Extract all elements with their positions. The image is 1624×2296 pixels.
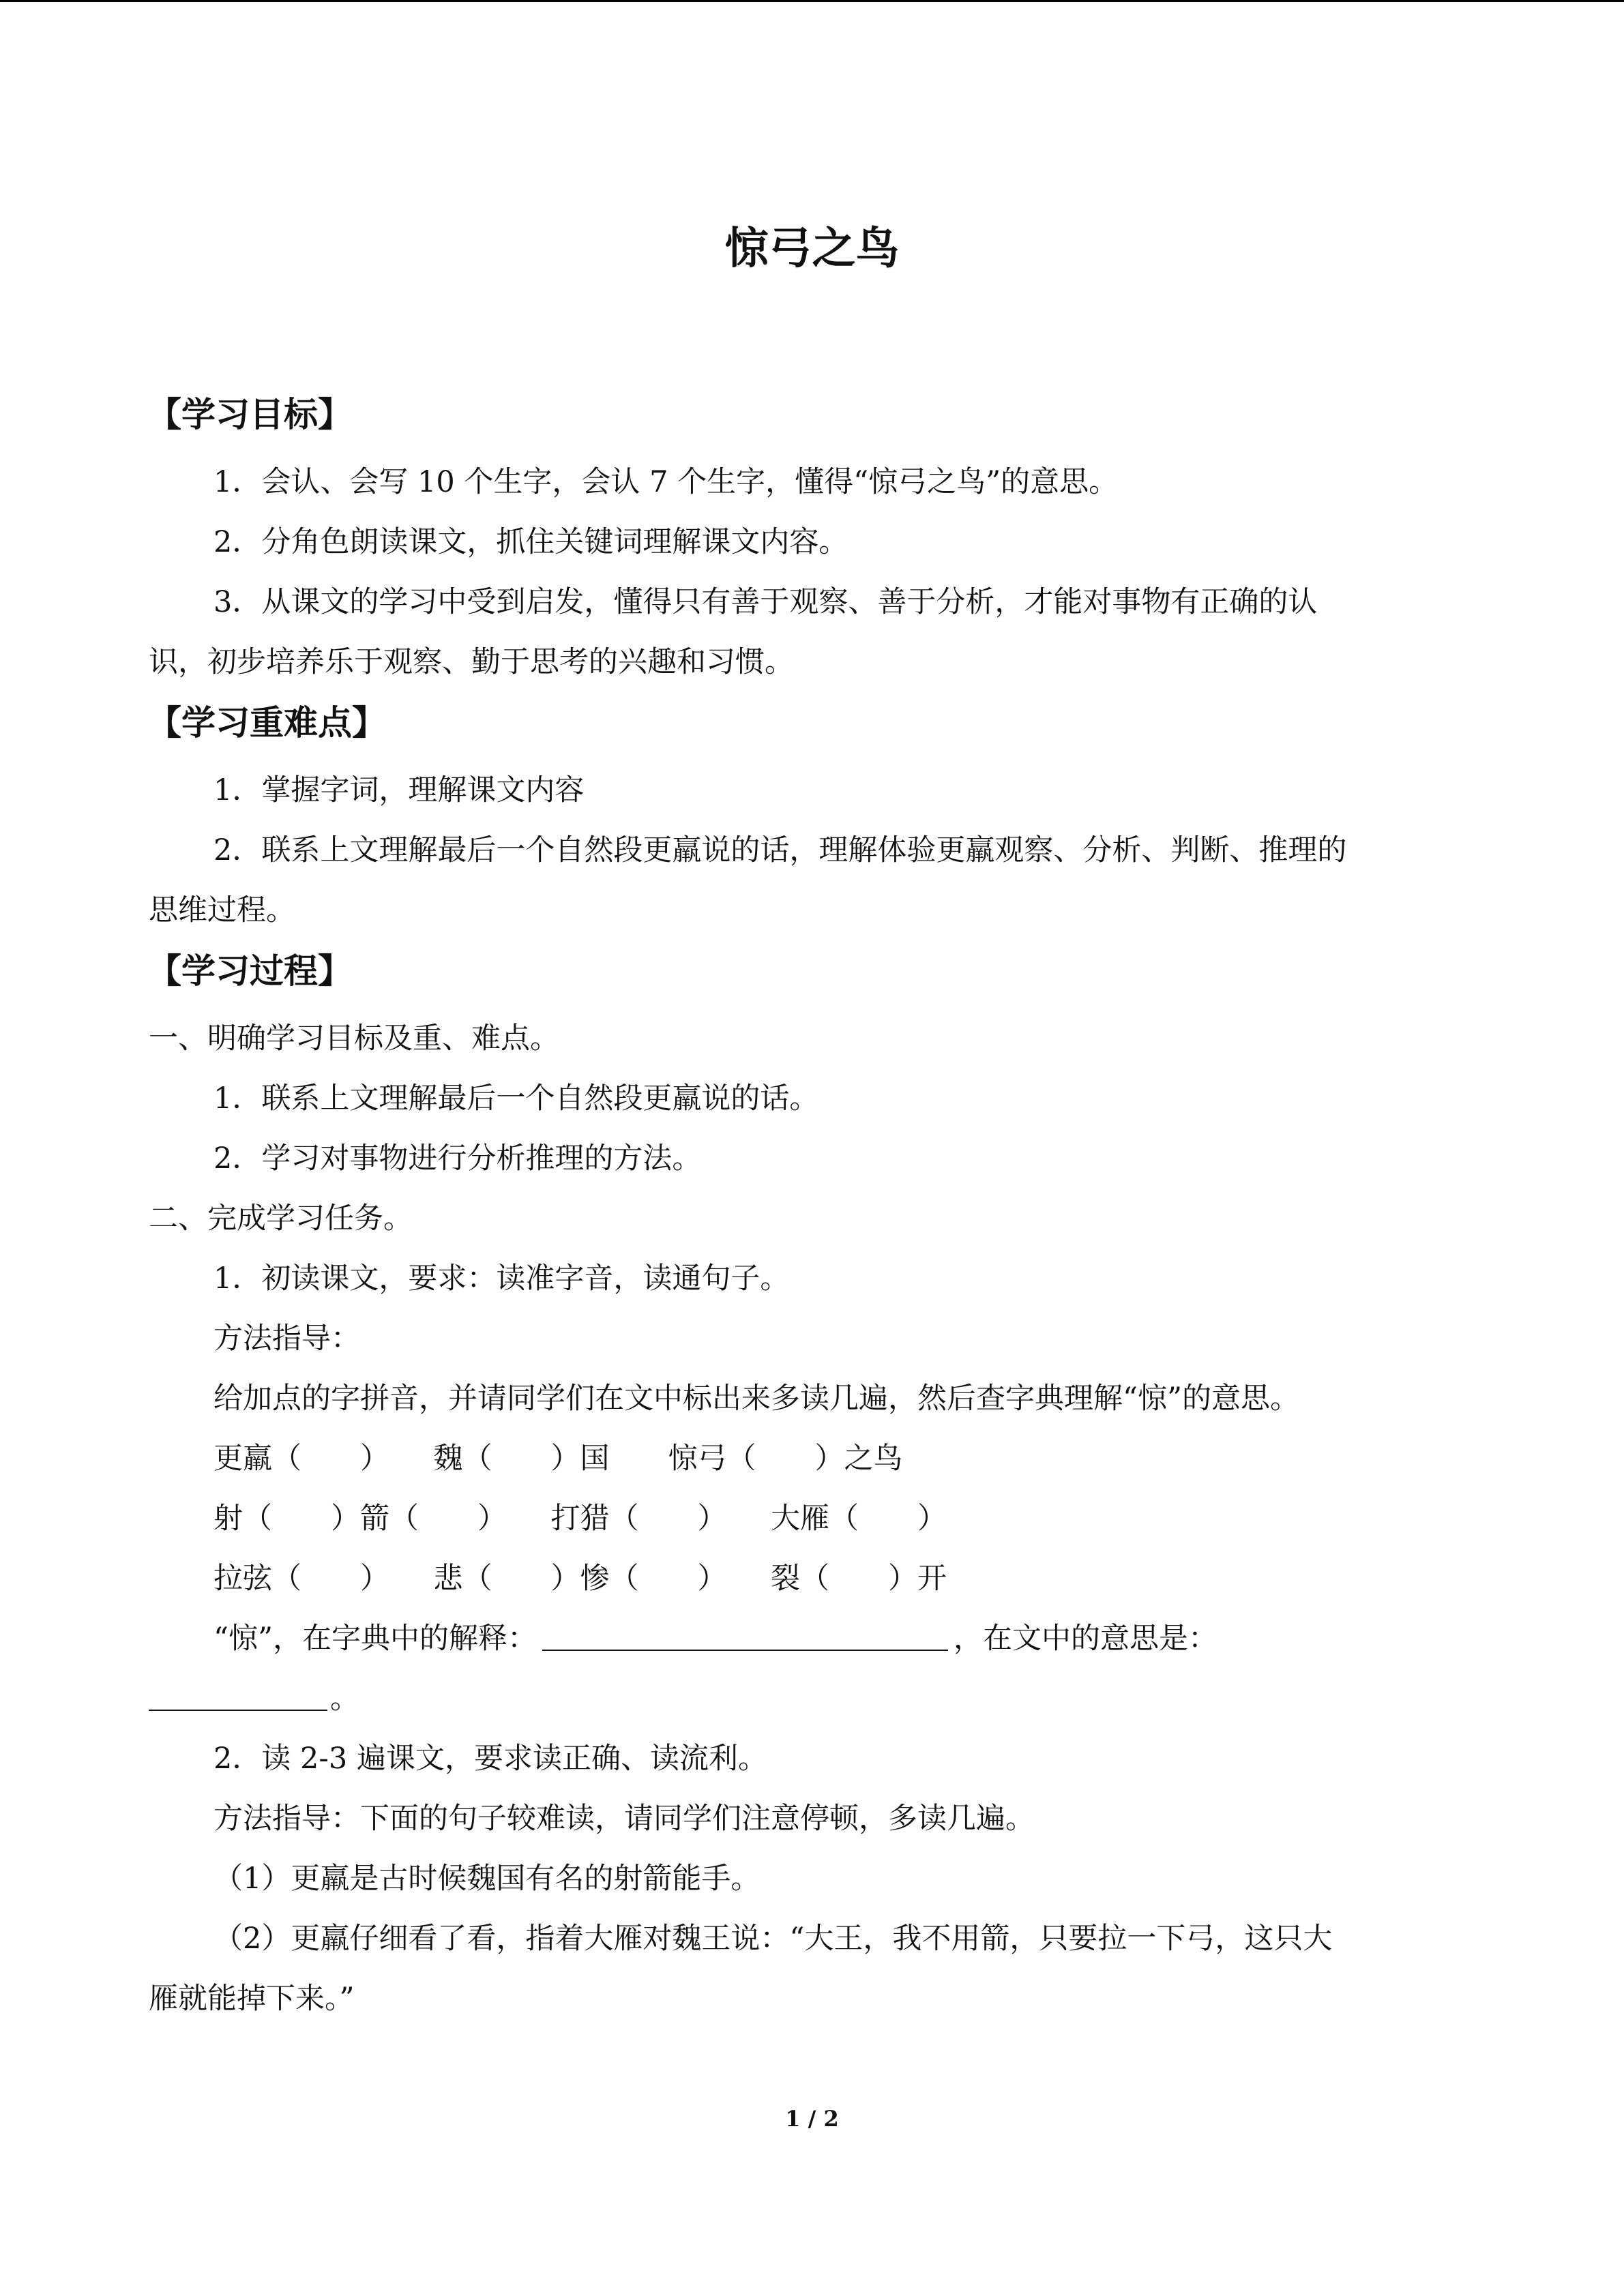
goal-item-3: 3．从课文的学习中受到启发，懂得只有善于观察、善于分析，才能对事物有正确的认 xyxy=(213,585,1318,619)
key-point-2-continued: 思维过程。 xyxy=(149,893,295,927)
document-body xyxy=(149,384,1475,2029)
dictionary-definition-blank[interactable] xyxy=(542,1615,948,1651)
section-heading-goals: 【学习目标】 xyxy=(147,395,352,434)
method-1-text: 给加点的字拼音，并请同学们在文中标出来多读几遍，然后查字典理解“惊”的意思。 xyxy=(213,1382,1299,1416)
goal-item-2: 2．分角色朗读课文，抓住关键词理解课文内容。 xyxy=(213,525,848,559)
goal-item-1: 1．会认、会写 10 个生字，会认 7 个生字，懂得“惊弓之鸟”的意思。 xyxy=(213,465,1119,499)
method-label: 方法指导： xyxy=(213,1322,360,1356)
pinyin-row-3-text: 拉弦（ ） 悲（ ）惨（ ） 裂（ ）开 xyxy=(213,1562,947,1596)
goal-item-3-continued: 识，初步培养乐于观察、勤于思考的兴趣和习惯。 xyxy=(149,645,794,679)
pinyin-row-1 xyxy=(149,1429,1475,1489)
jing-meaning-end: 。 xyxy=(330,1682,359,1716)
page-title: 惊弓之鸟 xyxy=(724,224,900,274)
sentence-1: （1）更羸是古时候魏国有名的射箭能手。 xyxy=(213,1862,761,1896)
key-point-2: 2．联系上文理解最后一个自然段更羸说的话，理解体验更羸观察、分析、判断、推理的 xyxy=(213,833,1347,867)
jing-definition-line xyxy=(149,1609,1475,1669)
task-1: 1．初读课文，要求：读准字音，读通句子。 xyxy=(213,1262,790,1296)
process-part-2: 二、完成学习任务。 xyxy=(149,1202,413,1236)
page-number: 1 / 2 xyxy=(785,2106,839,2132)
task-2: 2．读 2-3 遍课文，要求读正确、读流利。 xyxy=(213,1742,767,1776)
method-2-text: 方法指导：下面的句子较难读，请同学们注意停顿，多读几遍。 xyxy=(213,1802,1035,1836)
pinyin-row-3 xyxy=(149,1549,1475,1609)
jing-meaning-line xyxy=(149,1669,1475,1729)
jing-definition-middle: ，在文中的意思是： xyxy=(953,1622,1217,1656)
sentence-2: （2）更羸仔细看了看，指着大雁对魏王说：“大王，我不用箭，只要拉一下弓，这只大 xyxy=(213,1922,1333,1956)
section-heading-process: 【学习过程】 xyxy=(147,951,352,991)
pinyin-row-1-text: 更羸（ ） 魏（ ）国 惊弓（ ）之鸟 xyxy=(213,1442,903,1476)
section-heading-key-points: 【学习重难点】 xyxy=(147,703,386,743)
key-point-1: 1．掌握字词，理解课文内容 xyxy=(213,773,585,807)
context-meaning-blank[interactable] xyxy=(149,1675,327,1711)
jing-definition-prefix: “惊”，在字典中的解释： xyxy=(213,1622,537,1656)
process-part-1-item-2: 2．学习对事物进行分析推理的方法。 xyxy=(213,1142,702,1176)
pinyin-row-2-text: 射（ ）箭（ ） 打猎（ ） 大雁（ ） xyxy=(213,1502,947,1536)
process-part-1-item-1: 1．联系上文理解最后一个自然段更羸说的话。 xyxy=(213,1082,819,1116)
pinyin-row-2 xyxy=(149,1489,1475,1549)
sentence-2-continued: 雁就能掉下来。” xyxy=(149,1982,355,2016)
process-part-1: 一、明确学习目标及重、难点。 xyxy=(149,1022,559,1056)
